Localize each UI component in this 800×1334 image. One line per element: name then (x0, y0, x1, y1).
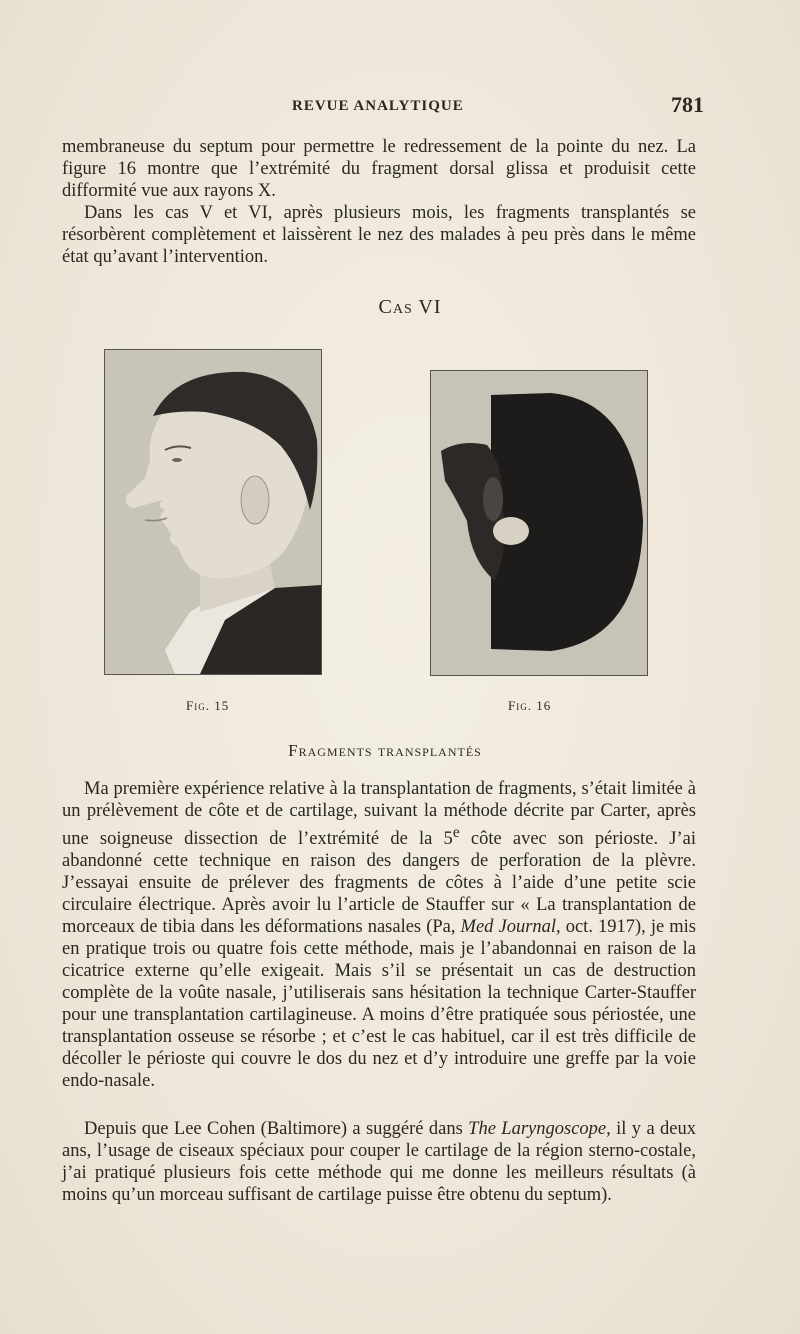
figure-16-xray (430, 370, 648, 676)
profile-photo-illustration (105, 350, 321, 674)
figure-15-caption: Fig. 15 (186, 698, 230, 713)
p4-journal-name: The Laryngoscope, (468, 1119, 611, 1139)
page-number: 781 (671, 92, 704, 117)
case-heading: Cas VI (378, 296, 442, 318)
p3-superscript: e (452, 824, 460, 841)
journal-title: REVUE ANALYTIQUE (292, 98, 464, 114)
p3-text-1: Ma première expérience relative à la transplantation de fragments, s’était limitée à un prélèvement de côte et de cartilage, suivant la méthode décrite par Carter, après une soigneuse dissection de l’extrémité de la 5 (62, 779, 696, 850)
paragraph-cases-v-vi: Dans les cas V et VI, après plusieurs mois, les fragments transplantés se résorbèrent complètement et laissèrent le nez des malades à peu près dans le même état qu’avant l’intervention. (62, 203, 696, 267)
xray-illustration (431, 371, 647, 675)
paragraph-continuation: membraneuse du septum pour permettre le redressement de la pointe du nez. La figure 16 montre que l’extrémité du fragment dorsal glissa et produisit cette difformité vue aux rayons X. (62, 137, 696, 201)
p4-text-1: Depuis que Lee Cohen (Baltimore) a suggéré dans (84, 1119, 469, 1139)
paragraph-lee-cohen (62, 1118, 696, 1206)
p3-journal-name: Med Journal, (460, 917, 561, 938)
p4-text-2: il y a deux ans, l’usage de ciseaux spéciaux pour couper le cartilage de la région sterno-costale, j’ai pratiqué plusieurs fois cette méthode qui me donne les meilleurs résultats (à moins qu’un morceau suffisant de cartilage puisse être obtenu du septum). (62, 1119, 697, 1205)
running-header (60, 92, 704, 122)
figure-15-profile-photo (104, 349, 322, 675)
section-heading: Fragments transplantés (288, 741, 482, 760)
paragraph-first-experience (62, 778, 696, 1092)
p3-text-3: oct. 1917), je mis en pratique trois ou quatre fois cette méthode, mais je l’abandonnai en raison de la cicatrice externe qu’elle exigeait. Mais s’il se présentait un cas de destruction complète de la voûte nasale, j’utiliserais sans hésitation la technique Carter-Stauffer pour une transplantation cartilagineuse. A moins d’être pratiquée sous périostée, une transplantation osseuse se résorbe ; et c’est le cas habituel, car il est très difficile de décoller le périoste qui couvre le dos du nez et d’y introduire une greffe par la voie endo-nasale. (62, 917, 696, 1092)
p3-text-2: côte avec son périoste. J’ai abandonné cette technique en raison des dangers de perforation de la plèvre. J’essayai ensuite de prélever des fragments de côtes à l’aide d’une petite scie circulaire électrique. Après avoir lu l’article de Stauffer sur « La transplantation de morceaux de tibia dans les déformations nasales (Pa, (62, 829, 696, 938)
figure-16-caption: Fig. 16 (508, 698, 552, 713)
